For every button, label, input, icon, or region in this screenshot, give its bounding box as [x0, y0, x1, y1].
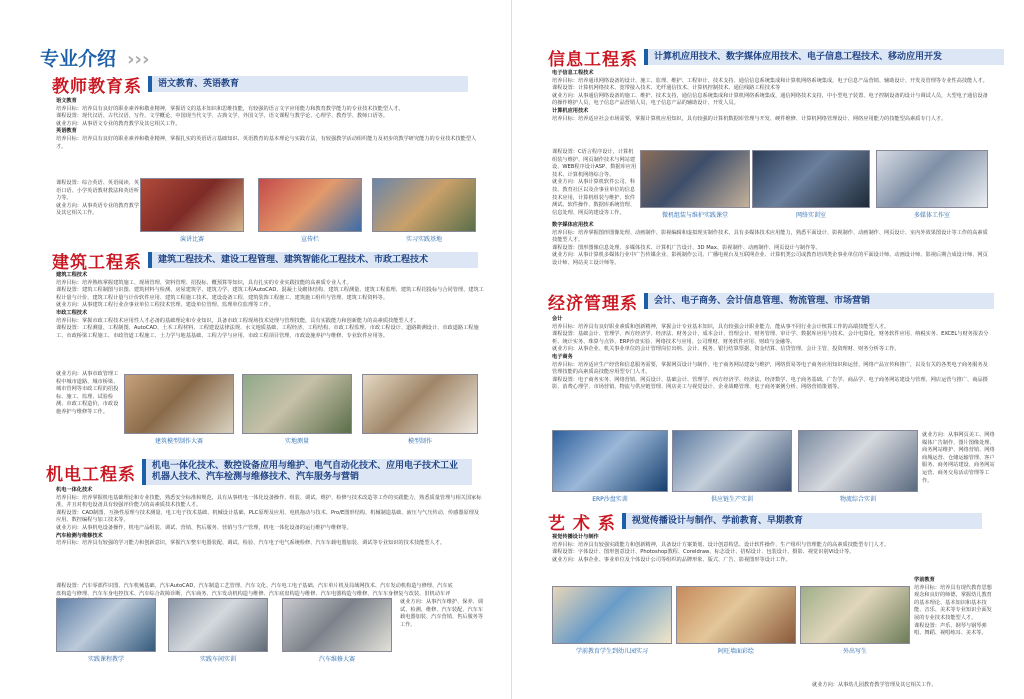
dept-mech-text-3 [400, 599, 484, 663]
paragraph: 就业方向：从事建筑工程行业企事业单位工程技术管理、建设单位管理、监理单位监理等工作。 [56, 302, 274, 309]
dept-majors: 计算机应用技术、数字媒体应用技术、电子信息工程技术、移动应用开发 [644, 49, 1004, 65]
paragraph: 就业方向：从事通信网络设备的施工、维护、技术支持，通信信息系统集成和计算机网络系统集成，通信网络技术支持，中小型电子装置、电子控制设备的设计与调试人员，大型电子通信设备的操作维护人员，电子信息产品营销人员，电子信息产品的辅助设计、开发人员。 [552, 92, 988, 107]
dept-majors: 语文教育、英语教育 [148, 76, 468, 92]
photo-erp-sandbox [552, 430, 668, 492]
dept-teacher-text [56, 98, 484, 180]
photo-caption: 模型制作 [407, 438, 432, 445]
dept-art-header [548, 510, 1018, 532]
paragraph: 就业方向：从事计算机多媒体行业中广告传媒企业、影视制作公司、广播电视台及互联网企业、计算机类公司或教育培训类企事业单位的平面设计师、动画设计师、影视后期合成设计师、网页设计师、网站美工设计师等。 [552, 252, 988, 266]
dept-info-text [552, 70, 992, 148]
dept-arch-header [52, 249, 482, 271]
dept-mech-text [56, 487, 484, 583]
major-title: 机电一体化技术 [56, 487, 93, 493]
photo-model-contest [124, 374, 234, 434]
dept-mech-text-2 [56, 583, 456, 598]
paragraph: 课程设置：汽车零部件识图、汽车机械基础、汽车AutoCAD、汽车制造工艺管理、汽车文化、汽车电工电子基础、汽车单片机及局域网技术、汽车发动机构造与修理、汽车底盘构造与修理、汽车车身电控技术、汽车综合故障诊断、汽车商务、汽车发动机构造与维修、汽车底盘构造与维修、汽车电器构造与维修、汽车车身修复与改装、旧机动车评 [56, 583, 453, 597]
dept-info-header [548, 46, 1018, 68]
dept-name: 信息工程系 [548, 49, 638, 70]
dept-majors: 建筑工程技术、建设工程管理、建筑智能化工程技术、市政工程技术 [148, 252, 478, 268]
paragraph: 培养目标：掌握市政工程技术应用性人才必备的基础理论和专业知识，具备市政工程现场技术处理与管理技能，具有实践能力和创新能力的高素质技能型人才。 [56, 317, 420, 324]
major-title: 电子商务 [552, 353, 573, 360]
paragraph: 课程设置：字体设计、图形创意设计、Photoshop教程、Coreldraw、标志设计、招贴设计、包装设计、摄影、视觉识别VI设计等。 [552, 549, 855, 556]
photo-caption: 学前教育学生到幼儿园实习 [575, 648, 648, 655]
major-title: 学前教育 [914, 577, 935, 583]
dept-name: 机电工程系 [46, 464, 136, 485]
photo-caption: 供应链生产实训 [710, 496, 753, 503]
photo-practice-teaching [56, 598, 156, 652]
major-title: 市政工程技术 [56, 309, 88, 316]
paragraph: 培养目标：培养具有良好职业素质和创新精神，掌握会计专业基本知识，具有较强会计职业能力，能从事不同行业会计核算工作的高端技能型人才。 [552, 323, 890, 330]
paragraph: 课程设置：现代汉语、古代汉语、写作、文学概论、中国现当代文学、古典文学、外国文学、语文课程与教学论、心理学、教育学、教师口语等。 [56, 113, 389, 120]
paragraph: 课程设置：计算机网络技术、宽带接入技术、光纤通信技术、计算机控制技术、通信线路工程技术等 [552, 85, 781, 92]
photo-bulletin-board [258, 178, 362, 232]
major-title: 会计 [552, 316, 563, 322]
dept-econ-text-2 [922, 432, 996, 508]
paragraph: 培养目标：培养掌握图形图像处理、动画制作、影视编辑和虚拟现实制作技术，具有多媒体技术应用能力，熟悉平面设计、影视制作、动画制作、网页设计、室内外效果图设计等工作的高素质技能型人才。 [552, 229, 988, 244]
photo-network-lab [752, 150, 870, 208]
paragraph: 就业方向：从事英语专业的教育教学及其它相关工作。 [56, 202, 140, 217]
major-title: 计算机应用技术 [552, 107, 589, 114]
paragraph: 就业方向：从事语文专业的教育教学及其它相关工作。 [56, 120, 181, 127]
paragraph: 就业方向：从事计算机软件公司、科技、教育社区以及企事业单位的信息技术应用，计算机组装与维护、软件测试、软件操作、数据库系统管理、信息处理、网页的建设等工作。 [552, 179, 636, 216]
photo-caption: 演讲比赛 [179, 236, 204, 243]
photo-caption: 宣传栏 [300, 236, 319, 243]
dept-majors: 机电一体化技术、数控设备应用与维护、电气自动化技术、应用电子技术工业机器人技术、汽车检测与维修技术、汽车服务与营销 [142, 459, 472, 485]
dept-econ-text [552, 316, 992, 420]
paragraph: 课程设置：声乐、钢琴与钢琴弹唱、舞蹈、视唱练耳、美术等。 [914, 622, 987, 637]
photo-workshop-training [168, 598, 268, 652]
dept-name: 艺 术 系 [548, 513, 616, 534]
paragraph: 培养目标：培养具有较强的学习能力和创新意识，掌握汽车整车电器装配、调试、检验、汽车电子电气系统检修、汽车车载电器加装、调试等专业知识的技术技能型人才。 [56, 540, 446, 547]
paragraph: 培养目标：培养掌握机电基础理论和专业技能，熟悉安全标准和规范，具有从事机电一体化设备操作、组装、调试、维护、检修与技术改造等工作的实践能力，熟悉质量管理与相关国家标准，并且对机电设备具有较强评价能力的高素质技术技能人才。 [56, 494, 482, 509]
photo-wall-painting [676, 586, 796, 644]
dept-arch-text-2 [56, 371, 122, 431]
photo-caption: 阿旺墙面彩绘 [717, 648, 754, 655]
paragraph: 课程设置：综合英语、英语阅读、英语口语、小学英语教材教法和英语听力等。 [56, 180, 140, 202]
photo-caption: 实践车间实训 [199, 656, 236, 663]
major-title: 视觉传播设计与制作 [552, 534, 599, 540]
paragraph: 就业方向：从事网页美工、网络媒体广告制作、图片图像处理、商务网站维护、网络营销、网络商城运营、仓储运输管理、客户服务、商务网站建设、商务网站运营、商务交易活动管理等工作。 [922, 432, 995, 484]
paragraph: 课程设置：图形图像信息处理、多媒体技术、计算机广告设计、3D Max、影视制作、动画制作、网页设计与制作等。 [552, 244, 821, 251]
paragraph: 就业方向：从事企业、事业单位及个体设计公司等组织的品牌形象、版式、广告、影视图形等设计工作。 [552, 556, 791, 563]
dept-info-text-2 [552, 149, 638, 223]
photo-caption: 微机组装与维护实践课堂 [661, 212, 728, 219]
dept-mech-header [46, 458, 482, 486]
dept-name: 建筑工程系 [52, 252, 142, 273]
photo-pc-assembly [640, 150, 750, 208]
photo-caption: 外出写生 [842, 648, 867, 655]
page-title: 专业介绍 [40, 48, 117, 70]
photo-caption: 实践课程教学 [87, 656, 124, 663]
paragraph: 课程设置：电子商务实务、网络营销、网页设计、基础会计、管理学、西方经济学、经济法、经济数学、电子商务基础、广告学、商品学、电子商务网站建设与管理、网店运营与推广、商品摄影、消费心理学、市场营销、物流与供应链管理、网店美工与视觉设计、企业战略管理、电子商务案例分析、网络营销策划等。 [552, 376, 988, 391]
dept-art-text-3 [812, 682, 996, 692]
photo-caption: 汽车维修大赛 [318, 656, 355, 663]
page-header [40, 44, 149, 71]
dept-econ-header [548, 290, 1018, 312]
paragraph: 课程设置：CAD制图、互换性原理与技术测量、电工电子技术基础、机械设计基础、PLC原理及应用、电机拖动与技术、Pro/E图形结构、机械制造基础、液压与气压传动、传感器原理及应用、数控编程与加工技术等。 [56, 509, 480, 524]
paragraph: 课程设置：C语言程序设计、计算机组装与维护、网页制作技术与网站建设、WEB程序设计ASP、数据库应用技术、计算机网络综合等。 [552, 149, 637, 178]
paragraph: 培养目标：培养具有良好的职业素养和敬业精神，掌握扎实的英语语言基础知识、英语教育的基本理论与实践方法，有较强教学活动组织能力及初步的教学研究能力的专业技术技能型人才。 [56, 135, 477, 150]
dept-name: 经济管理系 [548, 293, 638, 314]
photo-caption: ERP沙盘实训 [592, 496, 628, 503]
major-title: 电子信息工程技术 [552, 70, 594, 76]
paragraph: 就业方向：从事幼儿园教育教学管理及其它相关工作。 [812, 682, 937, 688]
right-page [512, 0, 1024, 699]
photo-outdoor-sketching [800, 586, 910, 644]
paragraph: 就业方向：从事汽车维护、保养、调试、检测、维修、汽车装配、汽车车载电器加装、汽车营销、售后服务等工作。 [400, 599, 484, 628]
paragraph: 课程设置：建筑工程制图与识图、建筑材料与检测、房屋建筑学、建筑力学、建筑工程AutoCAD、混凝土及砌体结构、建筑工程测量、建筑工程监理、建筑工程招投标与合同管理、建筑工程计量与计价、建筑工程计量与计价软件应用、建筑工程施工技术、建设设备工程、建筑装饰工程施工、建筑施工组织与管理、建筑工程资料等。 [56, 287, 484, 301]
major-title: 语文教育 [56, 98, 77, 104]
major-title: 建筑工程技术 [56, 272, 88, 278]
major-title: 汽车检测与维修技术 [56, 532, 103, 539]
dept-art-text [552, 534, 992, 574]
photo-model-making [362, 374, 478, 434]
paragraph: 培养目标：培养适应生产经营和信息服务需要，掌握网页设计与制作、电子商务网站建设与维护，网络贸易等电子商务应用知识和运营、网络产品宣传和推广，以及有关的各类电子商务服务及管理技能的高素质高技能应用型专门人才。 [552, 361, 988, 376]
photo-caption: 多媒体工作室 [913, 212, 950, 219]
paragraph: 就业方向：从事企业、机关事业单位的会计管理岗位出纳、会计、税务、银行结算票据、资金结算、信贷管理、会计主管、投资理财、财务分析等工作。 [552, 346, 900, 353]
photo-caption: 网络实训室 [795, 212, 826, 219]
photo-caption: 物流综合实训 [839, 496, 876, 503]
photo-speech-contest [140, 178, 244, 232]
photo-caption: 实地测量 [284, 438, 309, 445]
paragraph: 培养目标：培养具有较强实践能力和创新精神，具备设计方案策划、设计创意构思、设计软件操作、生产组织与管理能力的高素质技能型专门人才。 [552, 541, 890, 548]
photo-supply-chain [672, 430, 792, 492]
dept-arch-text [56, 272, 484, 370]
paragraph: 就业方向：从事市政管理工程中城市道路、城市桥梁、城市管网等市政工程的招投标、施工、监理、试验检测、市政工程造价，市政设施养护与维修等工作。 [56, 371, 119, 415]
chevron-right-icon: ››› [127, 49, 150, 70]
photo-multimedia-studio [876, 150, 988, 208]
photo-kindergarten-internship [552, 586, 672, 644]
dept-info-text-3 [552, 222, 992, 280]
major-title: 数字媒体应用技术 [552, 222, 594, 228]
paragraph: 培养目标：培养具有良好的职业素养和敬业精神，掌握语文的基本知识和思维技能，有较强的语言文字应用能力和教育教学能力的专业技术技能型人才。 [56, 105, 404, 112]
dept-art-text-2 [914, 577, 996, 677]
photo-logistics [798, 430, 918, 492]
photo-caption: 实习实践基地 [405, 236, 442, 243]
dept-teacher-text-2 [56, 180, 140, 228]
paragraph: 培养目标：培养熟练掌握建筑施工、现场管理、资料管理、招投标、概预算等知识，具有扎实的专业实践技能的高素质专业人才。 [56, 279, 352, 286]
dept-teacher-header [52, 73, 472, 95]
paragraph: 培养目标：培养适应社会市场需要，掌握计算机应用知识，具有较强的计算机数据库管理与开发、硬件维修、计算机网络管理设计、网络应用能力的技能型高素质专门人才。 [552, 115, 947, 122]
photo-caption: 建筑模型制作大赛 [154, 438, 203, 445]
paragraph: 培养目标：培养具有现代教育思想观念和良好的师德，掌握幼儿教育的基本理论、基本知识和基本技能，音乐、美术等专业知识全面发展的专业技术技能型人才。 [914, 584, 992, 621]
dept-majors: 视觉传播设计与制作、学前教育、早期教育 [622, 513, 982, 529]
major-title: 英语教育 [56, 128, 77, 135]
photo-auto-repair-contest [282, 598, 392, 652]
photo-field-survey [242, 374, 352, 434]
photo-practice-base [372, 178, 476, 232]
paragraph: 课程设置：工程测量、工程制图、AutoCAD、土木工程材料、工程建设法律法规、水文地质基础、工程经济、工程结构、市政工程监理、市政工程设计、道路勘测设计、市政道路工程施工、市政桥梁工程施工、市政管道工程施工、土力学与地基基础、工程力学与应用、市政工程项目管理、市政设施养护与维修、专业软件应用等。 [56, 325, 479, 339]
dept-name: 教师教育系 [52, 76, 142, 97]
paragraph: 就业方向：从事机电设备操作，机电产品组装、调试、营销、售后服务、营销与生产管理，机电一体化设备的运行维护与维修等。 [56, 524, 352, 531]
paragraph: 课程设置：基础会计、管理学、西方经济学、经济法、财务会计、成本会计、管理会计、财务管理、审计学、数据库应用与技术、会计电算化、财务软件应用、纳税实务、EXCEL与财务报表分析、统计实务、珠算与点钞、ERP沙盘实验、网络技术与应用、公司理财、财务软件应用、财政与金融等。 [552, 331, 989, 345]
paragraph: 培养目标：培养通讯网络设备的设计、施工、监理、维护、工程审计、技术支持、通信信息系统集成和计算机网络系统集成，电子信息产品营销、辅助设计、开发及管理等专业性高技能人才。 [552, 77, 988, 84]
dept-majors: 会计、电子商务、会计信息管理、物流管理、市场营销 [644, 293, 994, 309]
